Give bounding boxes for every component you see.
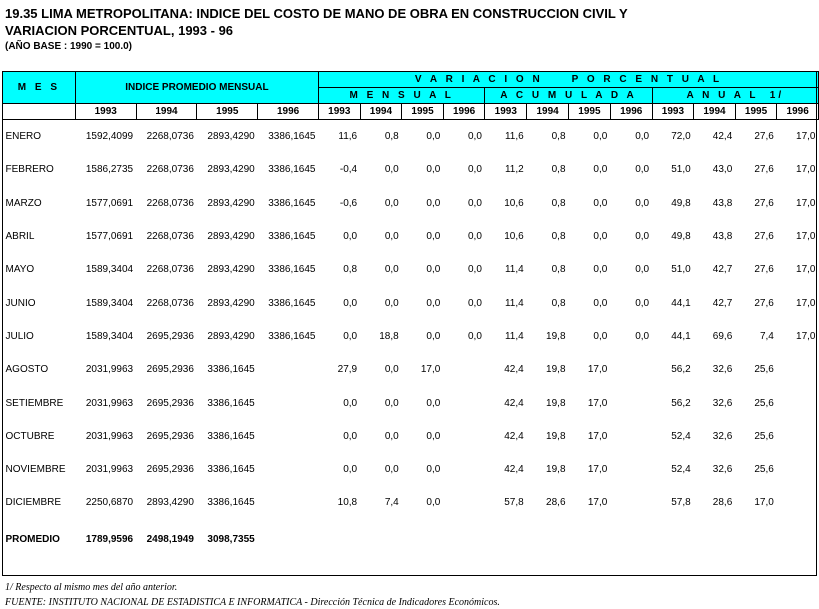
- value-cell: [360, 520, 402, 560]
- value-cell: 0,0: [426, 430, 441, 442]
- value-cell: 0,0: [593, 264, 608, 276]
- value-cell: [777, 420, 819, 453]
- value-cell: 3386,1645: [207, 430, 255, 442]
- table-row: [3, 320, 819, 353]
- value-cell: 3386,1645: [207, 464, 255, 476]
- value-cell: 10,6: [504, 197, 524, 209]
- value-cell: 2893,4290: [207, 131, 255, 143]
- year-header: 1996: [777, 104, 819, 120]
- value-cell: 2031,9963: [85, 397, 134, 409]
- base-year-note: (AÑO BASE : 1990 = 100.0): [5, 41, 132, 52]
- table-row: [3, 153, 819, 186]
- header-acumulada: A C U M U L A D A: [485, 88, 652, 104]
- value-cell: 19,8: [546, 430, 566, 442]
- value-cell: [652, 520, 694, 560]
- value-cell: 27,6: [754, 264, 774, 276]
- value-cell: 2031,9963: [85, 364, 134, 376]
- value-cell: 11,4: [504, 330, 524, 342]
- value-cell: 0,0: [467, 164, 482, 176]
- value-cell: 2893,4290: [207, 297, 255, 309]
- value-cell: 44,1: [671, 297, 691, 309]
- value-cell: [777, 453, 819, 486]
- month-cell: MARZO: [5, 197, 42, 209]
- value-cell: 17,0: [587, 430, 608, 442]
- value-cell: 52,4: [671, 464, 691, 476]
- value-cell: 2268,0736: [146, 297, 194, 309]
- month-cell: FEBRERO: [5, 164, 54, 176]
- value-cell: 0,0: [635, 164, 650, 176]
- value-cell: 2893,4290: [146, 497, 194, 509]
- value-cell: 42,4: [504, 464, 524, 476]
- value-cell: 3386,1645: [268, 264, 316, 276]
- value-cell: 17,0: [796, 297, 816, 309]
- value-cell: 11,2: [504, 164, 524, 176]
- value-cell: 0,0: [426, 231, 441, 243]
- month-cell: OCTUBRE: [5, 430, 55, 442]
- value-cell: 0,0: [467, 264, 482, 276]
- value-cell: [569, 520, 611, 560]
- footnote: 1/ Respecto al mismo mes del año anterior.: [5, 582, 178, 593]
- value-cell: 18,8: [379, 330, 399, 342]
- table-row: [3, 453, 819, 486]
- value-cell: 57,8: [671, 497, 691, 509]
- value-cell: 42,7: [712, 264, 733, 276]
- value-cell: [610, 353, 652, 386]
- value-cell: 0,0: [384, 164, 399, 176]
- value-cell: 0,0: [467, 297, 482, 309]
- value-cell: 0,0: [426, 164, 441, 176]
- value-cell: 2893,4290: [207, 330, 255, 342]
- value-cell: 1589,3404: [85, 297, 134, 309]
- year-header: 1995: [402, 104, 444, 120]
- value-cell: [610, 520, 652, 560]
- header-mes: M E S: [3, 72, 76, 104]
- value-cell: 2250,6870: [85, 497, 134, 509]
- month-cell: JUNIO: [5, 297, 36, 309]
- value-cell: 0,8: [551, 197, 566, 209]
- value-cell: 2893,4290: [207, 231, 255, 243]
- value-cell: 1589,3404: [85, 330, 134, 342]
- value-cell: 1589,3404: [85, 264, 134, 276]
- value-cell: 17,0: [587, 497, 608, 509]
- value-cell: 2268,0736: [146, 197, 194, 209]
- value-cell: 11,6: [504, 131, 524, 143]
- header-anual: A N U A L 1/: [652, 88, 818, 104]
- value-cell: 17,0: [754, 497, 774, 509]
- value-cell: 0,0: [426, 397, 441, 409]
- value-cell: 0,0: [343, 330, 358, 342]
- value-cell: [735, 520, 777, 560]
- value-cell: [610, 386, 652, 419]
- value-cell: 0,0: [635, 231, 650, 243]
- value-cell: -0,6: [339, 197, 358, 209]
- value-cell: 32,6: [712, 464, 733, 476]
- value-cell: 0,0: [467, 330, 482, 342]
- value-cell: 27,6: [754, 231, 774, 243]
- value-cell: 57,8: [504, 497, 524, 509]
- value-cell: 2893,4290: [207, 197, 255, 209]
- value-cell: 42,4: [504, 430, 524, 442]
- year-header: 1994: [527, 104, 569, 120]
- value-cell: 2498,1949: [146, 534, 194, 546]
- value-cell: 19,8: [546, 464, 566, 476]
- value-cell: 10,6: [504, 231, 524, 243]
- value-cell: [258, 486, 319, 519]
- year-header: 1996: [258, 104, 319, 120]
- value-cell: 0,8: [384, 131, 399, 143]
- header-mensual: M E N S U A L: [319, 88, 485, 104]
- value-cell: 2031,9963: [85, 430, 134, 442]
- value-cell: 43,0: [712, 164, 733, 176]
- value-cell: 2893,4290: [207, 164, 255, 176]
- value-cell: 2695,2936: [146, 464, 194, 476]
- table-row: [3, 253, 819, 286]
- value-cell: 0,0: [635, 264, 650, 276]
- year-header: 1993: [75, 104, 136, 120]
- month-cell: DICIEMBRE: [5, 497, 62, 509]
- value-cell: 0,0: [467, 231, 482, 243]
- value-cell: [443, 486, 485, 519]
- value-cell: 0,0: [343, 430, 358, 442]
- value-cell: 0,0: [384, 397, 399, 409]
- value-cell: 1586,2735: [85, 164, 134, 176]
- value-cell: 1789,9596: [85, 534, 134, 546]
- value-cell: [485, 520, 527, 560]
- header-variacion: V A R I A C I O N P O R C E N T U A L: [319, 72, 819, 88]
- value-cell: 0,0: [593, 131, 608, 143]
- value-cell: 25,6: [754, 464, 774, 476]
- value-cell: [443, 453, 485, 486]
- table-row: [3, 420, 819, 453]
- value-cell: 49,8: [671, 231, 691, 243]
- value-cell: 0,0: [426, 497, 441, 509]
- value-cell: [443, 353, 485, 386]
- table-row: [3, 187, 819, 220]
- value-cell: [258, 386, 319, 419]
- value-cell: 51,0: [671, 264, 691, 276]
- month-cell: ENERO: [5, 131, 42, 143]
- value-cell: 0,0: [635, 197, 650, 209]
- value-cell: 2893,4290: [207, 264, 255, 276]
- value-cell: 2695,2936: [146, 397, 194, 409]
- value-cell: 27,6: [754, 164, 774, 176]
- value-cell: 0,8: [551, 297, 566, 309]
- value-cell: 0,0: [467, 197, 482, 209]
- value-cell: 56,2: [671, 364, 691, 376]
- value-cell: 2268,0736: [146, 231, 194, 243]
- value-cell: 0,8: [343, 264, 358, 276]
- value-cell: 0,0: [426, 297, 441, 309]
- value-cell: 1592,4099: [85, 131, 134, 143]
- month-cell: AGOSTO: [5, 364, 49, 376]
- value-cell: [258, 453, 319, 486]
- month-cell: NOVIEMBRE: [5, 464, 66, 476]
- value-cell: 0,0: [635, 297, 650, 309]
- value-cell: [443, 520, 485, 560]
- value-cell: 3386,1645: [207, 397, 255, 409]
- value-cell: [610, 453, 652, 486]
- value-cell: 17,0: [420, 364, 441, 376]
- value-cell: 17,0: [796, 164, 816, 176]
- value-cell: [777, 386, 819, 419]
- value-cell: 3386,1645: [268, 164, 316, 176]
- year-header: 1993: [319, 104, 361, 120]
- header-blank: [3, 104, 76, 120]
- value-cell: 17,0: [796, 231, 816, 243]
- page-title-line2: VARIACION PORCENTUAL, 1993 - 96: [5, 23, 234, 38]
- year-header: 1996: [443, 104, 485, 120]
- value-cell: 0,0: [384, 197, 399, 209]
- value-cell: [319, 520, 361, 560]
- value-cell: 27,6: [754, 297, 774, 309]
- value-cell: 52,4: [671, 430, 691, 442]
- value-cell: 42,4: [712, 131, 733, 143]
- value-cell: 3386,1645: [268, 231, 316, 243]
- value-cell: 11,4: [504, 297, 524, 309]
- value-cell: 0,8: [551, 131, 566, 143]
- year-header: 1994: [694, 104, 736, 120]
- year-header: 1993: [485, 104, 527, 120]
- value-cell: 42,4: [504, 397, 524, 409]
- value-cell: [258, 420, 319, 453]
- value-cell: 0,0: [467, 131, 482, 143]
- value-cell: 17,0: [796, 264, 816, 276]
- table-row: [3, 386, 819, 419]
- value-cell: 3386,1645: [207, 497, 255, 509]
- value-cell: 28,6: [546, 497, 566, 509]
- value-cell: 1577,0691: [85, 231, 134, 243]
- table-row: [3, 520, 819, 560]
- value-cell: 0,0: [343, 297, 358, 309]
- value-cell: [258, 353, 319, 386]
- year-header: 1994: [360, 104, 402, 120]
- value-cell: 2031,9963: [85, 464, 134, 476]
- value-cell: 0,0: [384, 430, 399, 442]
- value-cell: 17,0: [587, 397, 608, 409]
- value-cell: [402, 520, 444, 560]
- year-header: 1994: [136, 104, 197, 120]
- value-cell: 25,6: [754, 430, 774, 442]
- value-cell: 2695,2936: [146, 364, 194, 376]
- value-cell: 0,0: [384, 297, 399, 309]
- month-cell: MAYO: [5, 264, 35, 276]
- month-cell: PROMEDIO: [5, 534, 60, 546]
- value-cell: 0,0: [426, 131, 441, 143]
- value-cell: -0,4: [339, 164, 358, 176]
- value-cell: 0,0: [593, 197, 608, 209]
- year-header: 1995: [197, 104, 258, 120]
- source-note: FUENTE: INSTITUTO NACIONAL DE ESTADISTICA E INFORMATICA - Dirección Técnica de Indicadores Económicos.: [5, 597, 500, 608]
- value-cell: [443, 386, 485, 419]
- value-cell: 0,0: [384, 264, 399, 276]
- value-cell: 3386,1645: [268, 197, 316, 209]
- year-header: 1995: [569, 104, 611, 120]
- value-cell: 0,0: [635, 330, 650, 342]
- value-cell: 0,0: [426, 264, 441, 276]
- value-cell: [258, 520, 319, 560]
- value-cell: 28,6: [712, 497, 733, 509]
- value-cell: 0,0: [384, 464, 399, 476]
- table-row: [3, 286, 819, 319]
- value-cell: 19,8: [546, 397, 566, 409]
- value-cell: [694, 520, 736, 560]
- value-cell: 0,0: [426, 197, 441, 209]
- data-table: [2, 71, 819, 560]
- table-row: [3, 486, 819, 519]
- value-cell: 51,0: [671, 164, 691, 176]
- value-cell: 2268,0736: [146, 164, 194, 176]
- value-cell: 7,4: [384, 497, 399, 509]
- value-cell: 0,0: [426, 330, 441, 342]
- value-cell: [527, 520, 569, 560]
- value-cell: 25,6: [754, 364, 774, 376]
- table-row: [3, 220, 819, 253]
- value-cell: 3386,1645: [268, 131, 316, 143]
- value-cell: 56,2: [671, 397, 691, 409]
- value-cell: 32,6: [712, 430, 733, 442]
- value-cell: 0,8: [551, 264, 566, 276]
- year-header: 1993: [652, 104, 694, 120]
- value-cell: 11,4: [504, 264, 524, 276]
- value-cell: 69,6: [712, 330, 733, 342]
- month-cell: JULIO: [5, 330, 34, 342]
- value-cell: 2695,2936: [146, 330, 194, 342]
- value-cell: 17,0: [587, 464, 608, 476]
- value-cell: 1577,0691: [85, 197, 134, 209]
- value-cell: 17,0: [796, 197, 816, 209]
- value-cell: 0,0: [343, 397, 358, 409]
- table-row: [3, 353, 819, 386]
- value-cell: 0,8: [551, 164, 566, 176]
- value-cell: 27,9: [337, 364, 358, 376]
- value-cell: 0,8: [551, 231, 566, 243]
- value-cell: 11,6: [338, 131, 358, 143]
- value-cell: 25,6: [754, 397, 774, 409]
- value-cell: 43,8: [712, 197, 733, 209]
- value-cell: [443, 420, 485, 453]
- value-cell: 43,8: [712, 231, 733, 243]
- value-cell: [777, 353, 819, 386]
- value-cell: 42,7: [712, 297, 733, 309]
- year-header: 1996: [610, 104, 652, 120]
- value-cell: 0,0: [593, 330, 608, 342]
- table-row: [3, 120, 819, 154]
- value-cell: 0,0: [593, 164, 608, 176]
- value-cell: 3386,1645: [207, 364, 255, 376]
- value-cell: 0,0: [635, 131, 650, 143]
- value-cell: 17,0: [796, 131, 816, 143]
- value-cell: 19,8: [546, 364, 566, 376]
- month-cell: ABRIL: [5, 231, 35, 243]
- value-cell: 27,6: [754, 131, 774, 143]
- value-cell: 0,0: [384, 231, 399, 243]
- value-cell: 10,8: [337, 497, 358, 509]
- value-cell: 2695,2936: [146, 430, 194, 442]
- value-cell: 0,0: [343, 464, 358, 476]
- value-cell: [777, 520, 819, 560]
- value-cell: 7,4: [759, 330, 774, 342]
- value-cell: [610, 420, 652, 453]
- value-cell: 3386,1645: [268, 297, 316, 309]
- value-cell: 44,1: [671, 330, 691, 342]
- month-cell: SETIEMBRE: [5, 397, 64, 409]
- value-cell: 49,8: [671, 197, 691, 209]
- value-cell: 17,0: [587, 364, 608, 376]
- value-cell: 27,6: [754, 197, 774, 209]
- value-cell: 0,0: [593, 231, 608, 243]
- header-indice: INDICE PROMEDIO MENSUAL: [75, 72, 318, 104]
- value-cell: 2268,0736: [146, 131, 194, 143]
- value-cell: 32,6: [712, 364, 733, 376]
- value-cell: 32,6: [712, 397, 733, 409]
- year-header: 1995: [735, 104, 777, 120]
- value-cell: 0,0: [384, 364, 399, 376]
- value-cell: 3098,7355: [207, 534, 255, 546]
- value-cell: 19,8: [546, 330, 566, 342]
- value-cell: [610, 486, 652, 519]
- value-cell: 42,4: [504, 364, 524, 376]
- value-cell: 0,0: [593, 297, 608, 309]
- value-cell: 2268,0736: [146, 264, 194, 276]
- value-cell: 72,0: [671, 131, 691, 143]
- value-cell: 0,0: [343, 231, 358, 243]
- page-title: 19.35 LIMA METROPOLITANA: INDICE DEL COSTO DE MANO DE OBRA EN CONSTRUCCION CIVIL Y: [5, 6, 628, 21]
- value-cell: 17,0: [796, 330, 816, 342]
- value-cell: [777, 486, 819, 519]
- value-cell: 0,0: [426, 464, 441, 476]
- value-cell: 3386,1645: [268, 330, 316, 342]
